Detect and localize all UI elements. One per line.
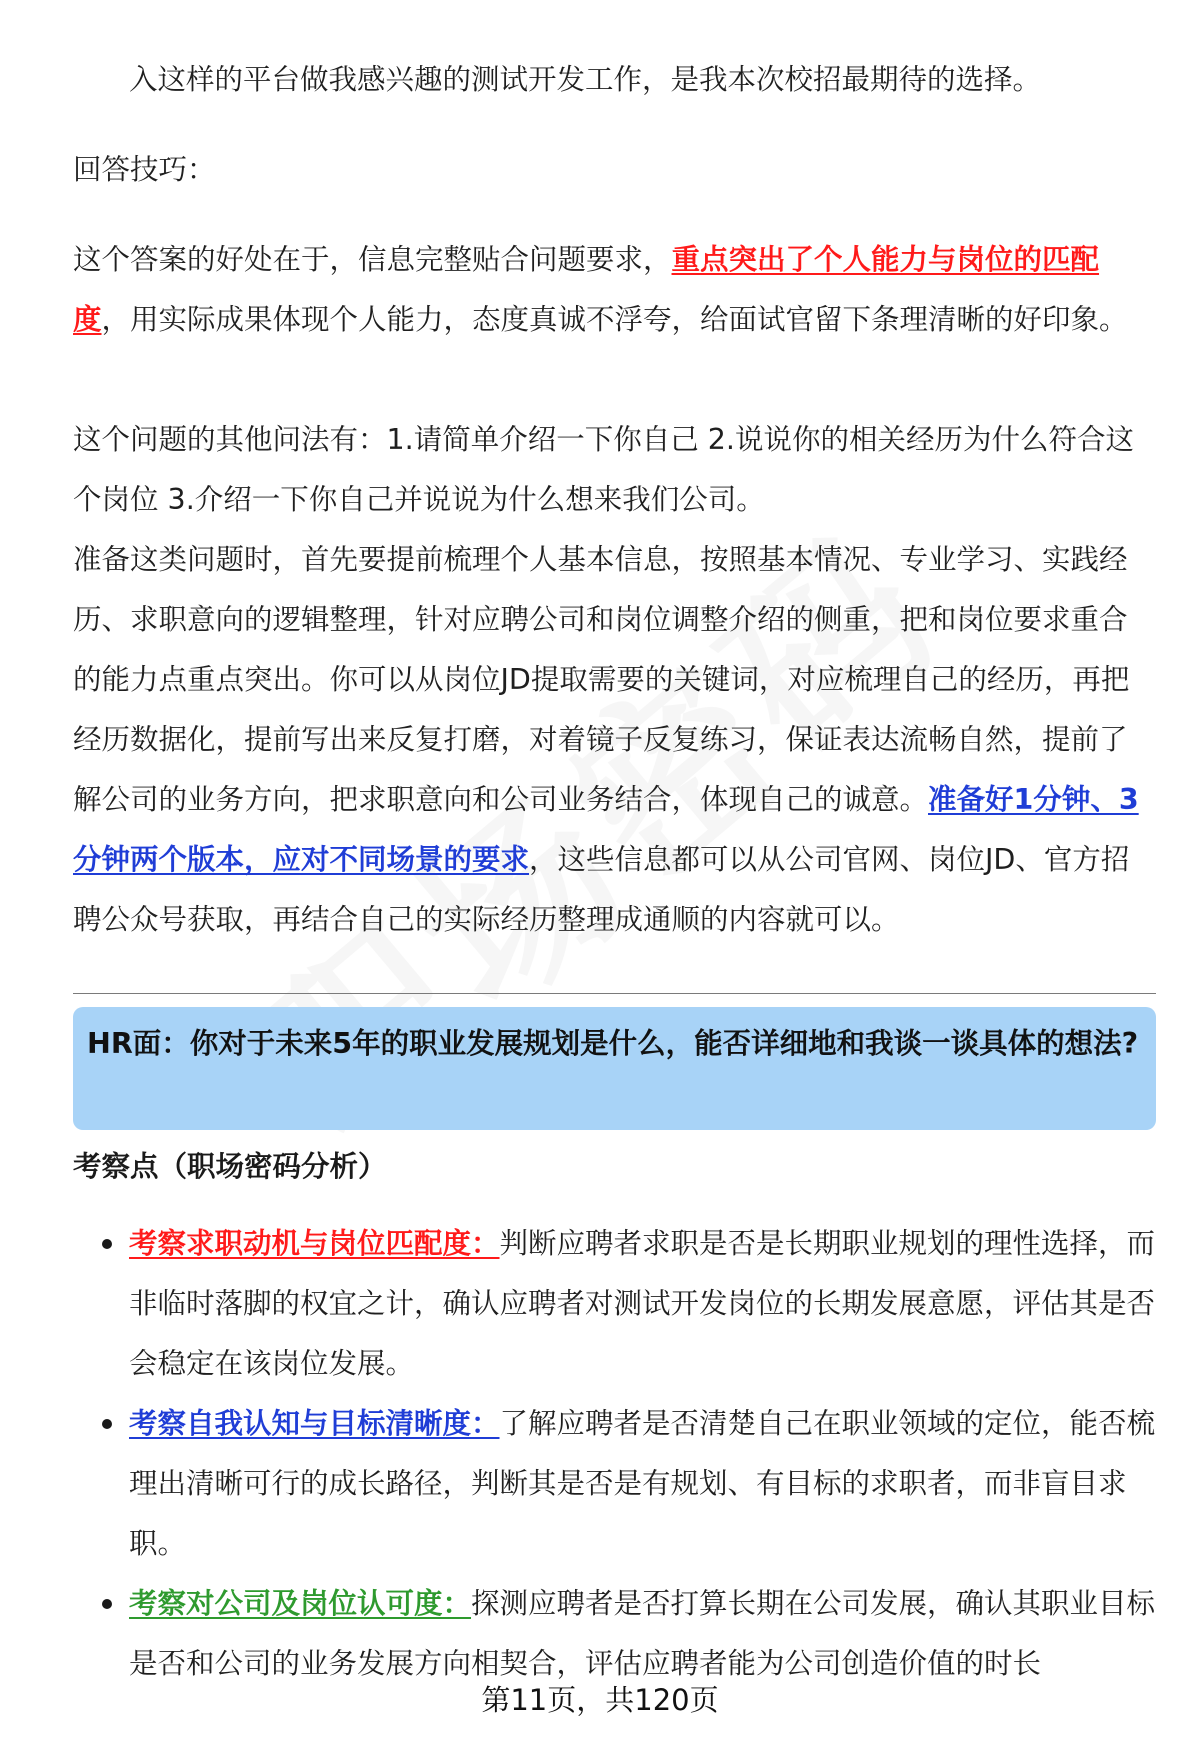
point-title: 考察自我认知与目标清晰度： xyxy=(129,1407,500,1440)
tips-highlight: 重点突出了个人能力与岗位的匹配度 xyxy=(73,243,1100,336)
point-title: 考察求职动机与岗位匹配度： xyxy=(129,1227,500,1260)
point-text: 了解应聘者是否清楚自己在职业领域的定位，能否梳理出清晰可行的成长路径，判断其是否是有规划、有目标的求职者，而非盲目求职。 xyxy=(129,1407,1156,1560)
tips-paragraph xyxy=(73,230,1148,350)
prep-text-before: 准备这类问题时，首先要提前梳理个人基本信息，按照基本情况、专业学习、实践经历、求职意向的逻辑整理，针对应聘公司和岗位调整介绍的侧重，把和岗位要求重合的能力点重点突出。你可以从岗位JD提取需要的关键词，对应梳理自己的经历，再把经历数据化，提前写出来反复打磨，对着镜子反复练习，保证表达流畅自然，提前了解公司的业务方向，把求职意向和公司业务结合，体现自己的诚意。 xyxy=(73,543,1130,816)
list-item xyxy=(73,1574,1156,1694)
prep-text-after: ，这些信息都可以从公司官网、岗位JD、官方招聘公众号获取，再结合自己的实际经历整理成通顺的内容就可以。 xyxy=(73,843,1130,936)
tips-text-before: 这个答案的好处在于，信息完整贴合问题要求， xyxy=(73,243,672,276)
tips-text-after: ，用实际成果体现个人能力，态度真诚不浮夸，给面试官留下条理清晰的好印象。 xyxy=(101,303,1128,336)
bullet-dot-icon xyxy=(102,1419,112,1429)
prep-paragraph xyxy=(73,530,1148,950)
point-text: 探测应聘者是否打算长期在公司发展，确认其职业目标是否和公司的业务发展方向相契合，评估应聘者能为公司创造价值的时长 xyxy=(129,1587,1156,1680)
point-text: 判断应聘者求职是否是长期职业规划的理性选择，而非临时落脚的权宜之计，确认应聘者对测试开发岗位的长期发展意愿，评估其是否会稳定在该岗位发展。 xyxy=(129,1227,1156,1380)
section-divider xyxy=(73,993,1156,994)
tips-label: 回答技巧： xyxy=(73,153,216,186)
section-subheading: 考察点（职场密码分析） xyxy=(73,1150,387,1183)
list-item xyxy=(73,1214,1156,1394)
point-title: 考察对公司及岗位认可度： xyxy=(129,1587,472,1620)
points-list xyxy=(73,1214,1156,1694)
bullet-dot-icon xyxy=(102,1239,112,1249)
prep-highlight: 准备好1分钟、3分钟两个版本，应对不同场景的要求 xyxy=(73,783,1139,876)
list-item xyxy=(73,1394,1156,1574)
question-box: HR面：你对于未来5年的职业发展规划是什么，能否详细地和我谈一谈具体的想法? xyxy=(73,1007,1156,1130)
other-asks-paragraph: 这个问题的其他问法有：1.请简单介绍一下你自己 2.说说你的相关经历为什么符合这个岗位 3.介绍一下你自己并说说为什么想来我们公司。 xyxy=(73,423,1134,516)
bullet-dot-icon xyxy=(102,1599,112,1609)
page-number-footer: 第11页，共120页 xyxy=(481,1683,719,1717)
intro-paragraph: 入这样的平台做我感兴趣的测试开发工作，是我本次校招最期待的选择。 xyxy=(129,63,1042,96)
